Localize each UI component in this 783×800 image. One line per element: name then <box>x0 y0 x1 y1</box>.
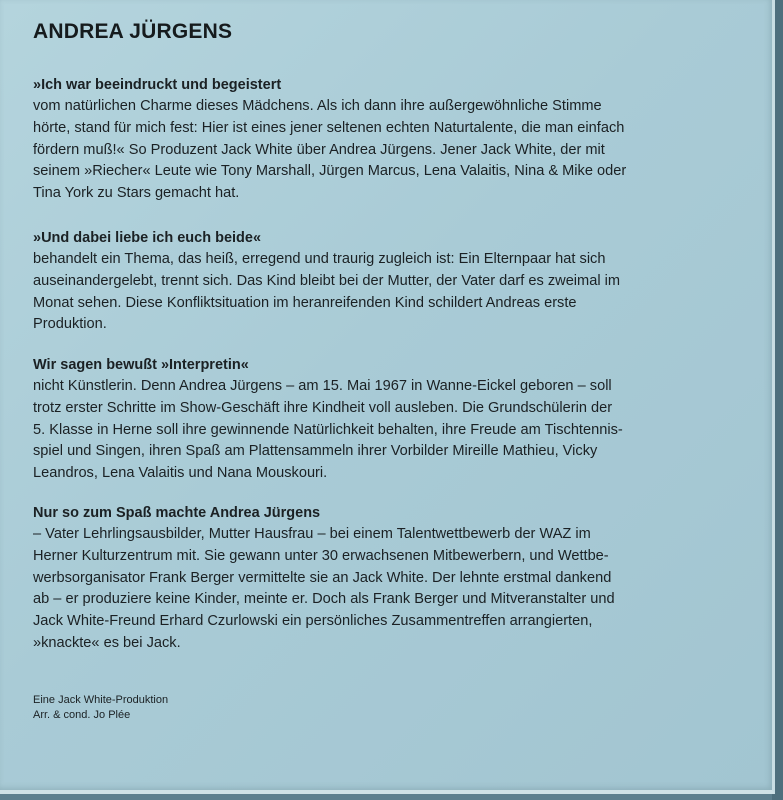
paragraph-line: seinem »Riecher« Leute wie Tony Marshall, Jürgen Marcus, Lena Valaitis, Nina & Mike oder <box>33 163 627 180</box>
producer-credit: Eine Jack White-Produktion <box>33 694 169 706</box>
section-heading: Nur so zum Spaß machte Andrea Jürgens <box>33 505 321 521</box>
paragraph-line: Herner Kulturzentrum mit. Sie gewann unter 30 erwachsenen Mitbewerbern, und Wettbe- <box>33 547 609 564</box>
paragraph-line: »knackte« es bei Jack. <box>33 634 181 651</box>
paragraph-line: hörte, stand für mich fest: Hier ist eines jener seltenen echten Naturtalente, die man einfach <box>33 119 625 136</box>
paragraph-line: Monat sehen. Diese Konfliktsituation im heranreifenden Kind schildert Andreas erste <box>33 294 577 311</box>
section-heading: »Ich war beeindruckt und begeistert <box>33 77 282 93</box>
paragraph-line: Tina York zu Stars gemacht hat. <box>33 185 240 202</box>
paragraph-line: werbsorganisator Frank Berger vermittelte sie an Jack White. Der lehnte erstmal dankend <box>33 569 612 586</box>
paragraph-line: spiel und Singen, ihren Spaß am Plattensammeln ihrer Vorbilder Mireille Mathieu, Vicky <box>33 443 598 460</box>
section-heading: »Und dabei liebe ich euch beide« <box>33 230 262 246</box>
arranger-credit: Arr. & cond. Jo Plée <box>33 709 131 721</box>
paragraph-line: behandelt ein Thema, das heiß, erregend und traurig zugleich ist: Ein Elternpaar hat sich <box>33 251 606 267</box>
paragraph-line: Leandros, Lena Valaitis und Nana Mouskouri. <box>33 465 328 482</box>
paragraph-line: Produktion. <box>33 316 107 333</box>
paragraph-line: fördern muß!« So Produzent Jack White über Andrea Jürgens. Jener Jack White, der mit <box>33 141 605 158</box>
section-interpretin <box>33 355 753 485</box>
section-heading: Wir sagen bewußt »Interpretin« <box>33 357 249 373</box>
paragraph-line: ab – er produziere keine Kinder, meinte er. Doch als Frank Berger und Mitveranstalter und <box>33 591 615 608</box>
paragraph-line: 5. Klasse in Herne soll ihre gewinnende Natürlichkeit behalten, ihre Freude am Tischtennis- <box>33 421 623 438</box>
paragraph-line: Jack White-Freund Erhard Czurlowski ein persönliches Zusammentreffen arrangierten, <box>33 613 593 630</box>
page-title: ANDREA JÜRGENS <box>33 20 233 43</box>
section-liebe-euch-beide <box>33 228 753 336</box>
paragraph-line: trotz erster Schritte im Show-Geschäft ihre Kindheit voll ausleben. Die Grundschülerin der <box>33 399 613 416</box>
paragraph-line: – Vater Lehrlingsausbilder, Mutter Hausfrau – bei einem Talentwettbewerb der WAZ im <box>33 526 591 542</box>
section-nur-so-zum-spass <box>33 503 753 655</box>
paragraph-line: auseinandergelebt, trennt sich. Das Kind bleibt bei der Mutter, der Vater darf es zweimal im <box>33 272 621 289</box>
section-beeindruckt <box>33 75 753 205</box>
paragraph-line: nicht Künstlerin. Denn Andrea Jürgens – am 15. Mai 1967 in Wanne-Eickel geboren – soll <box>33 378 612 394</box>
production-credits <box>33 693 168 723</box>
paragraph-line: vom natürlichen Charme dieses Mädchens. Als ich dann ihre außergewöhnliche Stimme <box>33 98 602 114</box>
